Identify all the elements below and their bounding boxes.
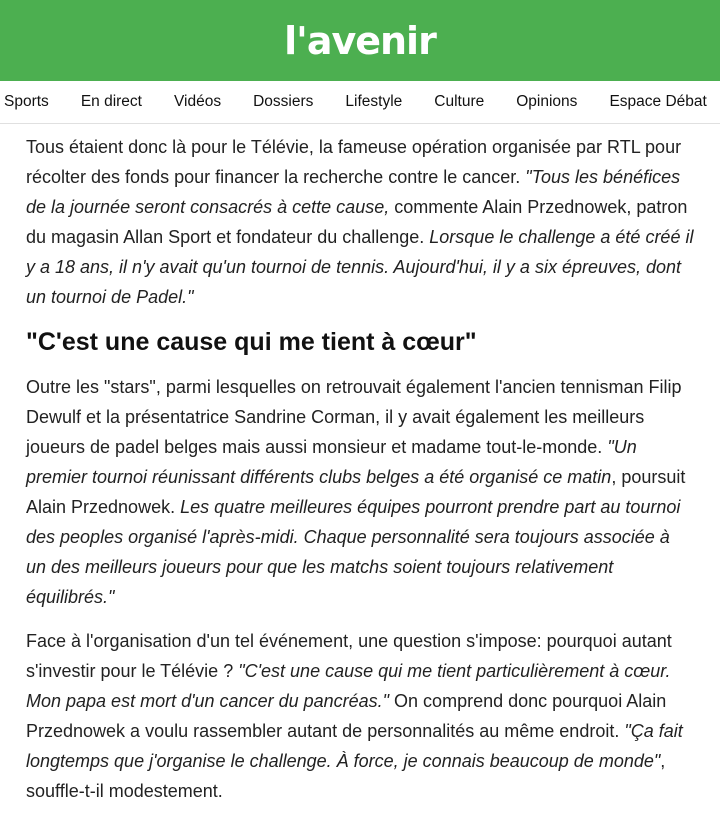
paragraph-text: , poursuit Alain Przednowek. (26, 467, 686, 517)
paragraph-text: On comprend donc pourquoi Alain Przednowek a voulu rassembler autant de personnalités au même endroit. (26, 691, 667, 741)
nav-item-dossiers[interactable]: Dossiers (253, 93, 314, 110)
paragraph-text: Outre les "stars", parmi lesquelles on retrouvait également l'ancien tennisman Filip Dewulf et la présentatrice Sandrine Corman, il y avait également les meilleurs joueurs de padel belges mais aussi monsieur et madame tout-le-monde. (26, 377, 682, 457)
quote-text: "Tous les bénéfices de la journée seront consacrés à cette cause, (26, 167, 681, 217)
paragraph (26, 626, 694, 806)
paragraph (26, 132, 694, 312)
paragraph-text: Face à l'organisation d'un tel événement, une question s'impose: pourquoi autant s'investir pour le Télévie ? (26, 631, 672, 681)
nav-item-culture[interactable]: Culture (434, 93, 485, 110)
main-nav (0, 81, 720, 124)
nav-item-opinions[interactable]: Opinions (516, 93, 578, 110)
nav-item-videos[interactable]: Vidéos (173, 93, 222, 110)
paragraph (26, 372, 694, 612)
quote-text: "Un premier tournoi réunissant différents clubs belges a été organisé ce matin (26, 437, 637, 487)
section-heading: "C'est une cause qui me tient à cœur" (26, 328, 477, 356)
quote-text: Les quatre meilleures équipes pourront prendre part au tournoi des peoples organisé l'après-midi. Chaque personnalité sera toujours associée à un des meilleurs joueurs pour que les matchs soient toujours relativement équilibrés." (26, 497, 681, 607)
quote-text: "C'est une cause qui me tient particulièrement à cœur. Mon papa est mort d'un cancer du pancréas." (26, 661, 671, 711)
site-header (0, 0, 720, 81)
quote-text: "Ça fait longtemps que j'organise le challenge. À force, je connais beaucoup de monde" (26, 721, 683, 771)
paragraph-text: , souffle-t-il modestement. (26, 751, 666, 801)
paragraph-text: Tous étaient donc là pour le Télévie, la fameuse opération organisée par RTL pour récolter des fonds pour financer la recherche contre le cancer. (26, 137, 682, 187)
nav-item-sports[interactable]: Sports (4, 93, 49, 110)
paragraph-text: commente Alain Przednowek, patron du magasin Allan Sport et fondateur du challenge. (26, 197, 688, 247)
site-logo[interactable]: l'avenir (284, 18, 436, 63)
nav-item-en-direct[interactable]: En direct (80, 93, 142, 110)
nav-item-lifestyle[interactable]: Lifestyle (345, 93, 403, 110)
article-body (0, 124, 720, 806)
quote-text: Lorsque le challenge a été créé il y a 18 ans, il n'y avait qu'un tournoi de tennis. Aujourd'hui, il y a six épreuves, dont un tournoi de Padel." (26, 227, 694, 307)
nav-item-espace-debat[interactable]: Espace Débat (609, 93, 707, 110)
